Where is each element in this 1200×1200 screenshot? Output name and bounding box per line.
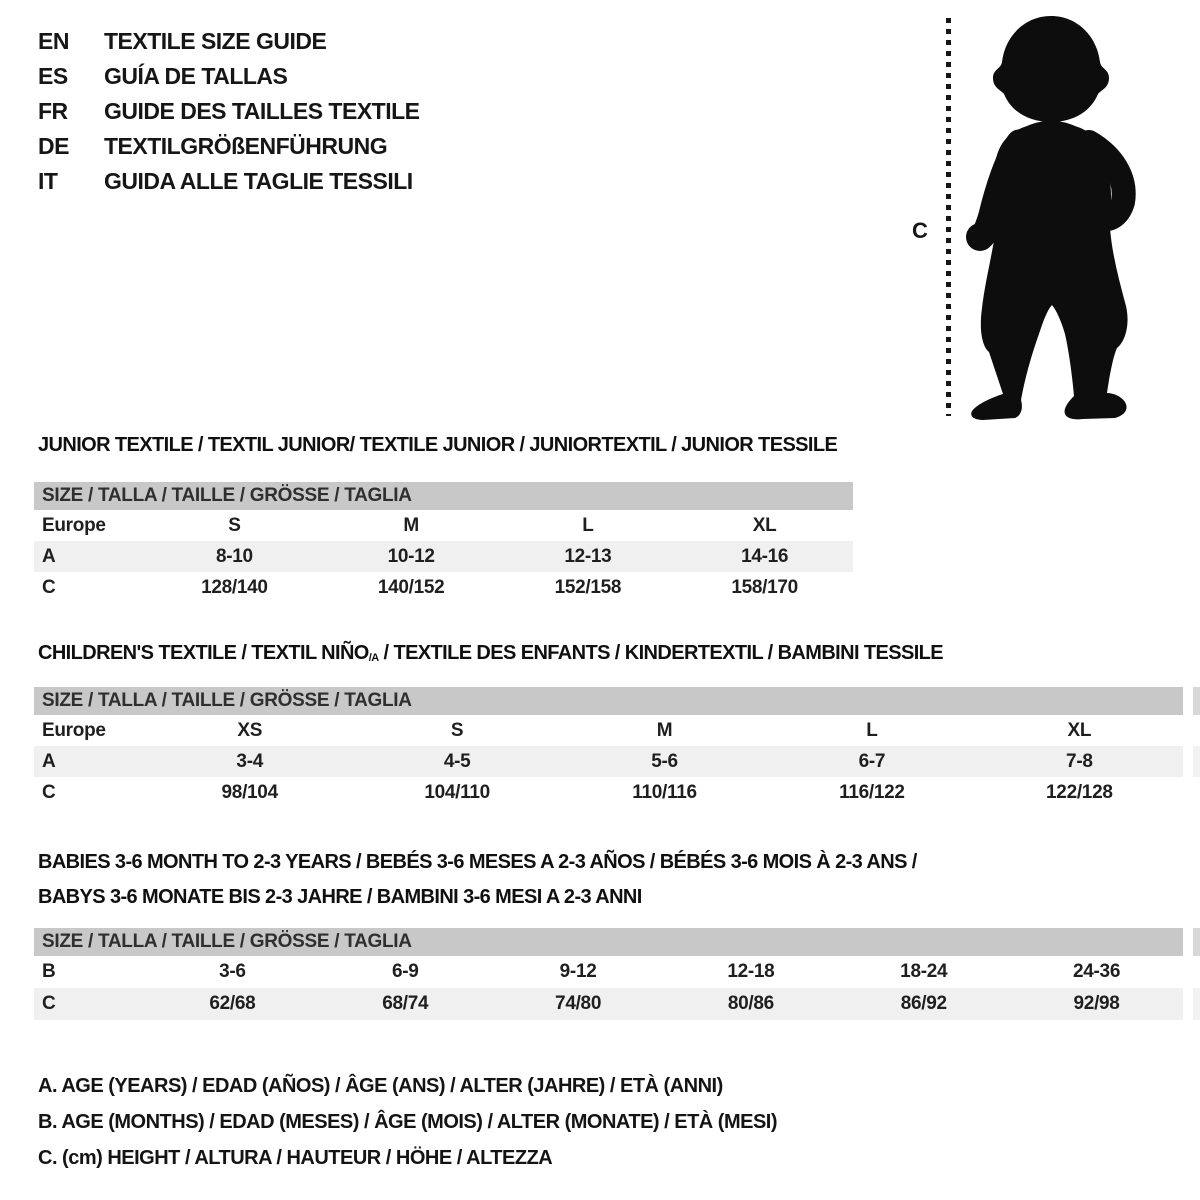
cell-value: 158/170 — [731, 577, 798, 598]
cropped-table-edge — [1193, 988, 1200, 1020]
cropped-table-edge — [1193, 687, 1200, 715]
guide-title-es: GUÍA DE TALLAS — [104, 63, 288, 89]
col-header: XS — [237, 720, 263, 741]
lang-code: EN — [38, 28, 69, 54]
cropped-table-edge — [1193, 928, 1200, 956]
table-header-row — [34, 510, 853, 541]
cell-value: 18-24 — [900, 961, 948, 982]
guide-title-en: TEXTILE SIZE GUIDE — [104, 28, 327, 54]
cell-value: 5-6 — [651, 751, 678, 772]
cell-value: 80/86 — [727, 993, 774, 1014]
cropped-table-edge — [1193, 746, 1200, 777]
height-measure-dashed-line — [946, 18, 951, 416]
guide-title-fr: GUIDE DES TAILLES TEXTILE — [104, 98, 420, 124]
cell-value: 140/152 — [377, 577, 445, 598]
cell-value: 3-4 — [236, 751, 263, 772]
section-title-babies-line1: BABIES 3-6 MONTH TO 2-3 YEARS / BEBÉS 3-6 MESES A 2-3 AÑOS / BÉBÉS 3-6 MOIS À 2-3 ANS / — [38, 851, 917, 873]
row-label: B — [42, 961, 56, 982]
table-header-row — [34, 715, 1183, 746]
lang-code: FR — [38, 98, 68, 124]
cell-value: 122/128 — [1046, 782, 1113, 803]
guide-title-it: GUIDA ALLE TAGLIE TESSILI — [104, 168, 413, 194]
section-title-children — [38, 642, 943, 665]
cell-value: 9-12 — [559, 961, 597, 982]
legend-line-a: A. AGE (YEARS) / EDAD (AÑOS) / ÂGE (ANS) / ALTER (JAHRE) / ETÀ (ANNI) — [38, 1075, 723, 1097]
section-title-children-prefix: CHILDREN'S TEXTILE / TEXTIL NIÑO — [38, 642, 369, 664]
col-header: M — [656, 720, 673, 741]
cell-value: 24-36 — [1073, 961, 1121, 982]
children-size-table — [34, 687, 1183, 808]
cell-value: 62/68 — [209, 993, 256, 1014]
row-label: A — [42, 546, 56, 567]
section-title-children-subscript: /A — [368, 651, 379, 664]
region-label: Europe — [42, 720, 106, 741]
cell-value: 8-10 — [215, 546, 253, 567]
lang-row-es — [38, 59, 420, 94]
section-title-junior: JUNIOR TEXTILE / TEXTIL JUNIOR/ TEXTILE JUNIOR / JUNIORTEXTIL / JUNIOR TESSILE — [38, 434, 838, 456]
cell-value: 86/92 — [900, 993, 947, 1014]
cell-value: 3-6 — [219, 961, 246, 982]
cell-value: 7-8 — [1066, 751, 1093, 772]
cell-value: 6-7 — [858, 751, 886, 772]
cell-value: 98/104 — [221, 782, 278, 803]
table-row-height — [34, 572, 853, 603]
section-title-babies — [38, 845, 917, 915]
region-label: Europe — [42, 515, 106, 536]
table-row-months — [34, 956, 1183, 988]
table-row-height — [34, 988, 1183, 1020]
lang-row-de — [38, 129, 420, 164]
col-header: L — [866, 720, 878, 741]
cell-value: 68/74 — [382, 993, 429, 1014]
cell-value: 6-9 — [391, 961, 419, 982]
row-label: C — [42, 577, 56, 598]
legend-line-b: B. AGE (MONTHS) / EDAD (MESES) / ÂGE (MOIS) / ALTER (MONATE) / ETÀ (MESI) — [38, 1111, 778, 1133]
row-label: A — [42, 751, 56, 772]
cell-value: 4-5 — [443, 751, 471, 772]
cell-value: 92/98 — [1073, 993, 1120, 1014]
section-title-children-suffix: / TEXTILE DES ENFANTS / KINDERTEXTIL / BAMBINI TESSILE — [378, 642, 944, 664]
height-measure-label: C — [912, 218, 928, 243]
col-header: XL — [1067, 720, 1092, 741]
cell-value: 110/116 — [632, 782, 697, 803]
cell-value: 10-12 — [387, 546, 435, 567]
babies-size-table — [34, 928, 1183, 1020]
cell-value: 152/158 — [554, 577, 622, 598]
col-header: S — [228, 515, 241, 536]
legend-line-c: C. (cm) HEIGHT / ALTURA / HAUTEUR / HÖHE / ALTEZZA — [38, 1147, 553, 1169]
size-header-bar: SIZE / TALLA / TAILLE / GRÖSSE / TAGLIA — [34, 928, 1183, 956]
cell-value: 14-16 — [741, 546, 789, 567]
table-row-age — [34, 746, 1183, 777]
lang-code: IT — [38, 168, 58, 194]
row-label: C — [42, 993, 56, 1014]
cell-value: 74/80 — [555, 993, 602, 1014]
lang-row-it — [38, 164, 420, 199]
lang-code: ES — [38, 63, 68, 89]
size-header-bar: SIZE / TALLA / TAILLE / GRÖSSE / TAGLIA — [34, 687, 1183, 715]
cell-value: 12-18 — [727, 961, 775, 982]
col-header: L — [582, 515, 594, 536]
cell-value: 104/110 — [424, 782, 490, 803]
table-row-age — [34, 541, 853, 572]
table-row-height — [34, 777, 1183, 808]
language-title-block — [38, 24, 420, 199]
section-title-babies-line2: BABYS 3-6 MONATE BIS 2-3 JAHRE / BAMBINI 3-6 MESI A 2-3 ANNI — [38, 886, 642, 908]
baby-silhouette-icon — [955, 10, 1147, 422]
lang-row-fr — [38, 94, 420, 129]
row-label: C — [42, 782, 56, 803]
measurement-legend — [38, 1068, 777, 1176]
cell-value: 12-13 — [564, 546, 612, 567]
lang-row-en — [38, 24, 420, 59]
lang-code: DE — [38, 133, 69, 159]
col-header: S — [450, 720, 464, 741]
col-header: M — [403, 515, 419, 536]
col-header: XL — [752, 515, 777, 536]
size-header-bar: SIZE / TALLA / TAILLE / GRÖSSE / TAGLIA — [34, 482, 853, 510]
junior-size-table — [34, 482, 853, 603]
guide-title-de: TEXTILGRÖßENFÜHRUNG — [104, 133, 388, 159]
cell-value: 128/140 — [201, 577, 268, 598]
cell-value: 116/122 — [839, 782, 905, 803]
